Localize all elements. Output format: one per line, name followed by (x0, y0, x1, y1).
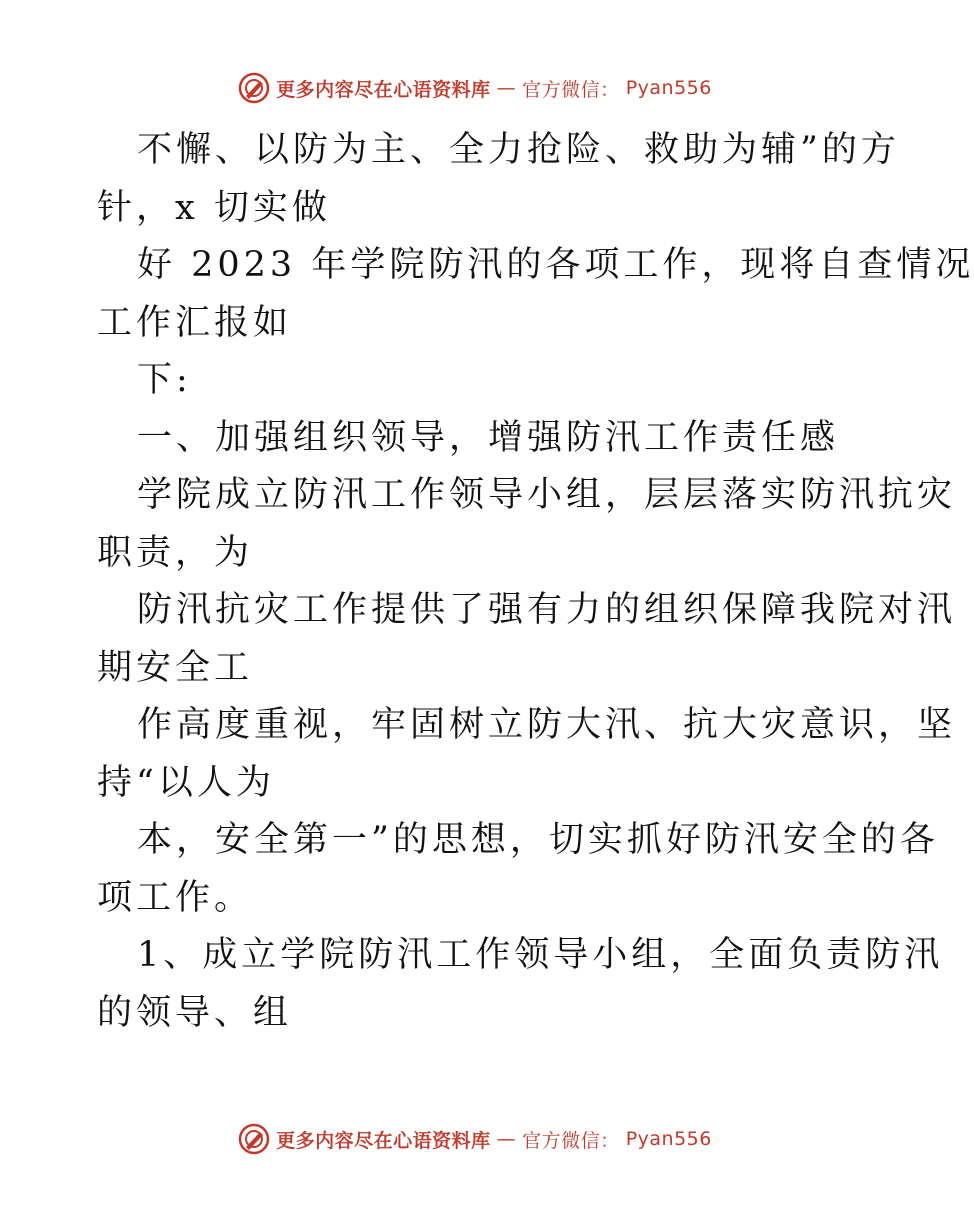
watermark-separator: — (496, 1128, 517, 1150)
text-line: 1、成立学院防汛工作领导小组，全面负责防汛 (137, 935, 944, 975)
watermark-label: 官方微信： (522, 1129, 620, 1152)
watermark-logo-icon (238, 1123, 270, 1155)
document-body (97, 122, 974, 1042)
watermark-handle: Pyan556 (625, 77, 712, 99)
watermark-logo-icon (238, 72, 270, 104)
text-line: 本，安全第一”的思想，切实抓好防汛安全的各 (137, 820, 939, 860)
text-line: 作高度重视，牢固树立防大汛、抗大灾意识，坚 (137, 705, 957, 745)
section-heading: 一、加强组织领导，增强防汛工作责任感 (137, 417, 840, 458)
text-line: 防汛抗灾工作提供了强有力的组织保障我院对汛 (137, 590, 957, 630)
watermark-label: 官方微信： (522, 78, 620, 101)
watermark-main-text: 更多内容尽在心语资料库 (276, 1129, 491, 1152)
text-line: 针，x 切实做 (97, 187, 331, 228)
watermark-main-text: 更多内容尽在心语资料库 (276, 78, 491, 101)
text-line: 持“以人为 (97, 762, 275, 803)
text-line: 下: (137, 360, 192, 400)
text-line: 学院成立防汛工作领导小组，层层落实防汛抗灾 (137, 475, 957, 515)
watermark-separator: — (496, 77, 517, 99)
footer-watermark (0, 1123, 950, 1155)
watermark-handle: Pyan556 (625, 1128, 712, 1150)
text-line: 工作汇报如 (97, 302, 293, 343)
text-line: 的领导、组 (97, 992, 293, 1033)
text-line: 职责，为 (97, 532, 254, 573)
text-line: 不懈、以防为主、全力抢险、救助为辅”的方 (137, 130, 900, 170)
text-line: 期安全工 (97, 647, 254, 688)
header-watermark (0, 72, 950, 104)
text-line: 项工作。 (97, 877, 254, 918)
text-line: 好 2023 年学院防汛的各项工作，现将自查情况 (137, 245, 974, 285)
